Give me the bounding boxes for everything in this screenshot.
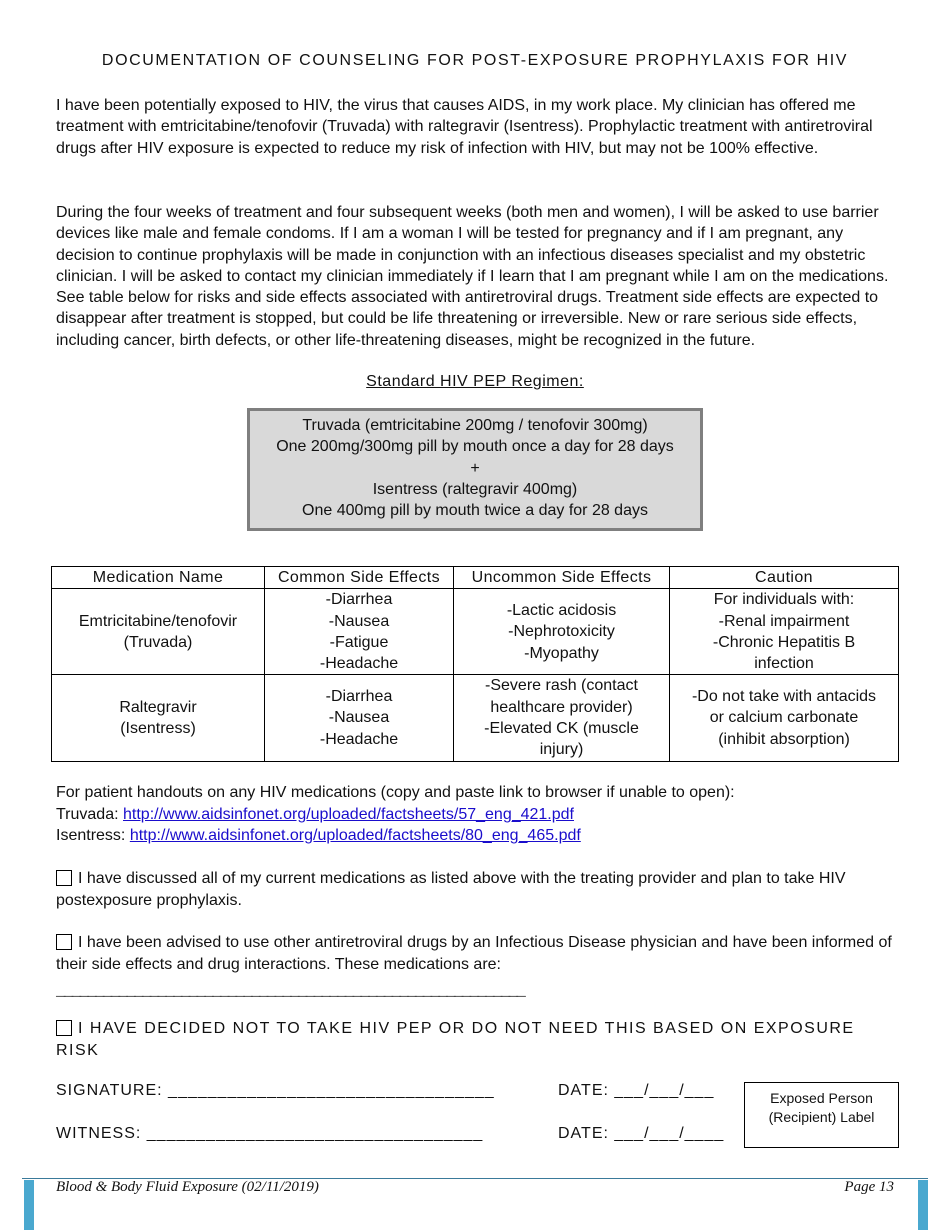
cell-line: -Diarrhea bbox=[325, 591, 393, 609]
table-header-row bbox=[52, 567, 899, 589]
header-medication-name: Medication Name bbox=[52, 567, 265, 589]
uncommon-effects-cell bbox=[454, 589, 670, 675]
option-take-pep bbox=[56, 868, 896, 911]
regimen-line: Isentress (raltegravir 400mg) bbox=[372, 480, 578, 498]
medication-name-cell bbox=[52, 675, 265, 761]
table-row bbox=[52, 675, 899, 761]
caution-cell bbox=[670, 589, 899, 675]
cell-line: (Truvada) bbox=[123, 633, 193, 651]
exposure-paragraph: I have been potentially exposed to HIV, the virus that causes AIDS, in my work place. My clinician has offered me treatment with emtricitabine/tenofovir (Truvada) with raltegravir (Isentress). Prophylactic treatment with antiretroviral drugs after HIV exposure is expected to reduce my risk of infection with HIV, but may not be 100% effective. bbox=[56, 97, 873, 157]
label-box-line: (Recipient) Label bbox=[768, 1109, 875, 1125]
cell-line: -Fatigue bbox=[329, 633, 389, 651]
truvada-link-row bbox=[56, 804, 916, 826]
option-decline-pep bbox=[56, 1018, 896, 1061]
cell-line: injury) bbox=[539, 741, 584, 759]
take-pep-text: I have discussed all of my current medications as listed above with the treating provider and plan to take HIV postexposure prophylaxis. bbox=[56, 870, 846, 909]
cell-line: -Nausea bbox=[328, 612, 390, 630]
cell-line: -Nausea bbox=[328, 709, 390, 727]
handouts-section bbox=[56, 782, 916, 847]
common-effects-cell bbox=[265, 589, 454, 675]
regimen-line: Truvada (emtricitabine 200mg / tenofovir 300mg) bbox=[302, 417, 648, 434]
caution-cell bbox=[670, 675, 899, 761]
footer-page-number: Page 13 bbox=[844, 1179, 894, 1195]
other-antiretrovirals-checkbox[interactable] bbox=[56, 934, 72, 950]
cell-line: -Diarrhea bbox=[325, 688, 393, 706]
cell-line: (inhibit absorption) bbox=[718, 730, 850, 748]
regimen-heading: Standard HIV PEP Regimen: bbox=[366, 373, 584, 390]
medication-name-cell bbox=[52, 589, 265, 675]
table-row bbox=[52, 589, 899, 675]
cell-line: -Myopathy bbox=[524, 644, 599, 662]
cell-line: Raltegravir bbox=[119, 698, 197, 716]
signature-line[interactable]: SIGNATURE: _________________________________ bbox=[56, 1082, 495, 1099]
side-effects-table bbox=[51, 566, 899, 762]
cell-line: infection bbox=[754, 655, 814, 673]
isentress-handout-link[interactable]: http://www.aidsinfonet.org/uploaded/factsheets/80_eng_465.pdf bbox=[129, 827, 581, 844]
decline-pep-text: I HAVE DECIDED NOT TO TAKE HIV PEP OR DO NOT NEED THIS BASED ON EXPOSURE RISK bbox=[56, 1020, 855, 1059]
cell-line: Emtricitabine/tenofovir bbox=[78, 612, 238, 630]
cell-line: -Renal impairment bbox=[718, 612, 850, 630]
option-other-antiretrovirals bbox=[56, 932, 896, 975]
cell-line: -Lactic acidosis bbox=[506, 601, 617, 619]
footer-document-title: Blood & Body Fluid Exposure (02/11/2019) bbox=[56, 1179, 319, 1195]
signature-date-line[interactable]: DATE: ___/___/___ bbox=[558, 1082, 715, 1099]
witness-line[interactable]: WITNESS: __________________________________ bbox=[56, 1125, 484, 1142]
header-common-side-effects: Common Side Effects bbox=[265, 567, 454, 589]
uncommon-effects-cell bbox=[454, 675, 670, 761]
cell-line: -Nephrotoxicity bbox=[508, 623, 615, 641]
common-effects-cell bbox=[265, 675, 454, 761]
truvada-label: Truvada: bbox=[56, 805, 123, 823]
cell-line: -Severe rash (contact bbox=[485, 677, 638, 695]
cell-line: -Chronic Hepatitis B bbox=[712, 633, 856, 651]
cell-line: or calcium carbonate bbox=[709, 709, 859, 727]
label-box-line: Exposed Person bbox=[770, 1090, 873, 1106]
page-title: DOCUMENTATION OF COUNSELING FOR POST-EXPOSURE PROPHYLAXIS FOR HIV bbox=[101, 52, 849, 69]
regimen-line: + bbox=[470, 459, 480, 477]
cell-line: -Headache bbox=[319, 655, 399, 673]
other-antiretrovirals-text: I have been advised to use other antiretroviral drugs by an Infectious Disease physician and have been informed of their side effects and drug interactions. These medications are: bbox=[56, 934, 892, 973]
medications-blank-line[interactable]: ____________________________________________________________ bbox=[56, 982, 525, 1000]
regimen-line: One 400mg pill by mouth twice a day for 28 days bbox=[302, 502, 648, 520]
truvada-handout-link[interactable]: http://www.aidsinfonet.org/uploaded/factsheets/57_eng_421.pdf bbox=[123, 805, 574, 823]
cell-line: healthcare provider) bbox=[490, 698, 633, 716]
cell-line: For individuals with: bbox=[713, 591, 855, 609]
decline-pep-checkbox[interactable] bbox=[56, 1020, 72, 1036]
take-pep-checkbox[interactable] bbox=[56, 870, 72, 886]
header-uncommon-side-effects: Uncommon Side Effects bbox=[454, 567, 670, 589]
recipient-label-box bbox=[744, 1082, 899, 1148]
footer-right-bar bbox=[918, 1180, 928, 1230]
isentress-label: Isentress: bbox=[56, 827, 130, 844]
witness-date-line[interactable]: DATE: ___/___/____ bbox=[558, 1125, 725, 1142]
cell-line: -Elevated CK (muscle bbox=[484, 720, 639, 738]
cell-line: -Do not take with antacids bbox=[691, 688, 877, 706]
regimen-line: One 200mg/300mg pill by mouth once a day for 28 days bbox=[276, 438, 674, 456]
header-caution: Caution bbox=[670, 567, 899, 589]
regimen-box bbox=[247, 408, 703, 531]
cell-line: (Isentress) bbox=[120, 720, 196, 738]
cell-line: -Headache bbox=[319, 730, 399, 748]
treatment-paragraph: During the four weeks of treatment and four subsequent weeks (both men and women), I will be asked to use barrier devices like male and female condoms. If I am a woman I will be tested for pregnancy and if I am pregnant, any decision to continue prophylaxis will be made in conjunction with an infectious diseases specialist and my obstetric clinician. I will be asked to contact my clinician immediately if I learn that I am pregnant while I am on the medications. See table below for risks and side effects associated with antiretroviral drugs. Treatment side effects are expected to disappear after treatment is stopped, but could be life threatening or irreversible. New or rare serious side effects, including cancer, birth defects, or other life-threatening diseases, might be recognized in the future. bbox=[56, 204, 889, 349]
footer-left-bar bbox=[24, 1180, 34, 1230]
isentress-link-row bbox=[56, 825, 916, 847]
handouts-intro: For patient handouts on any HIV medications (copy and paste link to browser if unable to open): bbox=[56, 784, 735, 801]
